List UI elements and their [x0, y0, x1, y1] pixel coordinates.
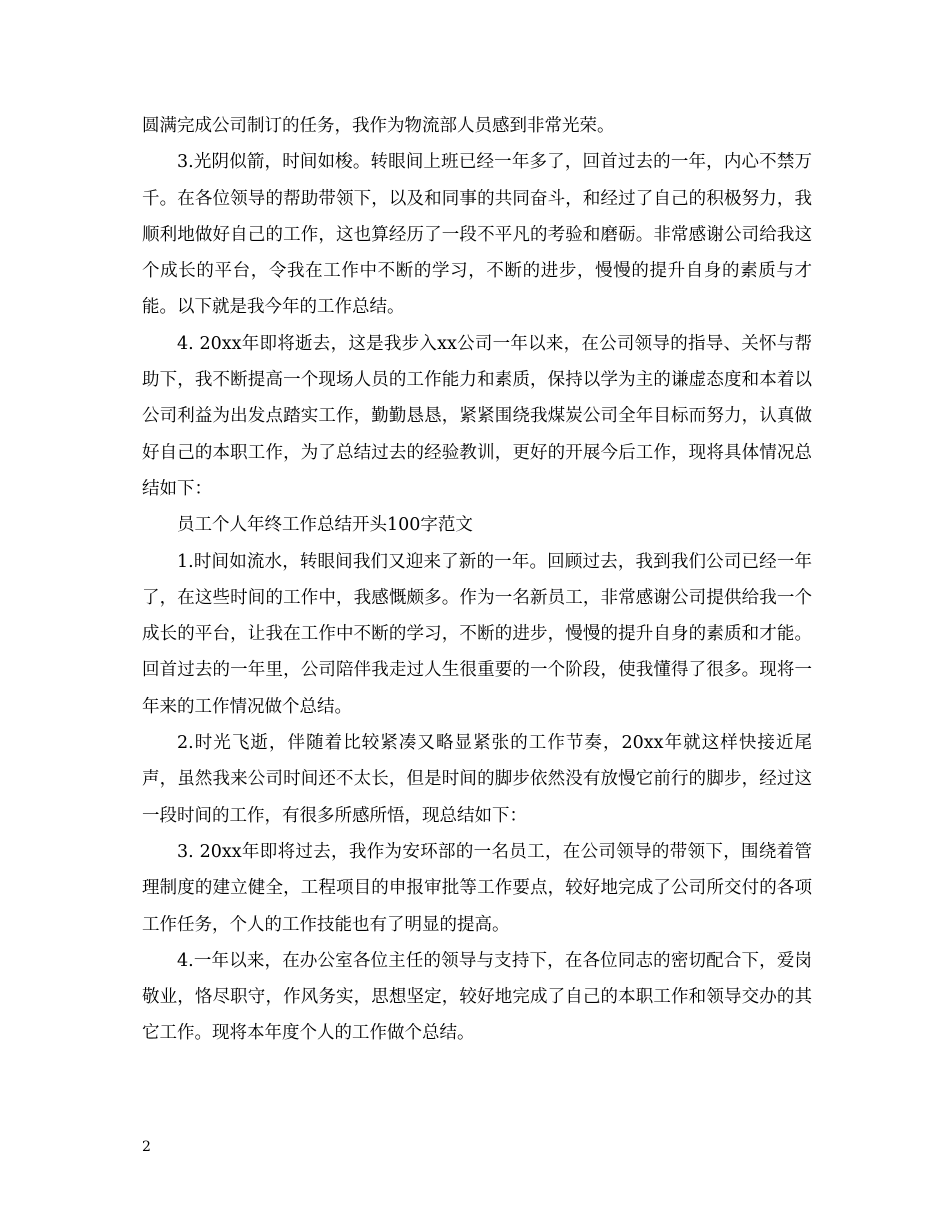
paragraph-item-3: 3.光阴似箭，时间如梭。转眼间上班已经一年多了，回首过去的一年，内心不禁万千。在各位领导的帮助带领下，以及和同事的共同奋斗，和经过了自己的积极努力，我顺利地做好自己的工作，这也算经历了一段不平凡的考验和磨砺。非常感谢公司给我这个成长的平台，令我在工作中不断的学习，不断的进步，慢慢的提升自身的素质与才能。以下就是我今年的工作总结。: [142, 152, 812, 318]
document-body: [142, 108, 812, 1052]
paragraph-item-2: 2.时光飞逝，伴随着比较紧凑又略显紧张的工作节奏，20xx年就这样快接近尾声，虽然我来公司时间还不太长，但是时间的脚步依然没有放慢它前行的脚步，经过这一段时间的工作，有很多所感所悟，现总结如下：: [142, 733, 812, 826]
paragraph-item-1: 1.时间如流水，转眼间我们又迎来了新的一年。回顾过去，我到我们公司已经一年了，在这些时间的工作中，我感慨颇多。作为一名新员工，非常感谢公司提供给我一个成长的平台，让我在工作中不断的学习，不断的进步，慢慢的提升自身的素质和才能。回首过去的一年里，公司陪伴我走过人生很重要的一个阶段，使我懂得了很多。现将一年来的工作情况做个总结。: [142, 551, 812, 717]
page-number: 2: [142, 1139, 151, 1155]
paragraph-item-3b: 3. 20xx年即将过去，我作为安环部的一名员工，在公司领导的带领下，围绕着管理制度的建立健全，工程项目的申报审批等工作要点，较好地完成了公司所交付的各项工作任务，个人的工作技能也有了明显的提高。: [142, 841, 812, 935]
section-heading: 员工个人年终工作总结开头100字范文: [177, 515, 473, 536]
paragraph-item-4b: 4.一年以来，在办公室各位主任的领导与支持下，在各位同志的密切配合下，爱岗敬业，恪尽职守，作风务实，思想坚定，较好地完成了自己的本职工作和领导交办的其它工作。现将本年度个人的工作做个总结。: [142, 950, 812, 1044]
paragraph-item-4: 4. 20xx年即将逝去，这是我步入xx公司一年以来，在公司领导的指导、关怀与帮助下，我不断提高一个现场人员的工作能力和素质，保持以学为主的谦虚态度和本着以公司利益为出发点踏实工作，勤勤恳恳，紧紧围绕我煤炭公司全年目标而努力，认真做好自己的本职工作，为了总结过去的经验教训，更好的开展今后工作，现将具体情况总结如下：: [142, 333, 812, 499]
paragraph-continuation: 圆满完成公司制订的任务，我作为物流部人员感到非常光荣。: [142, 116, 615, 136]
